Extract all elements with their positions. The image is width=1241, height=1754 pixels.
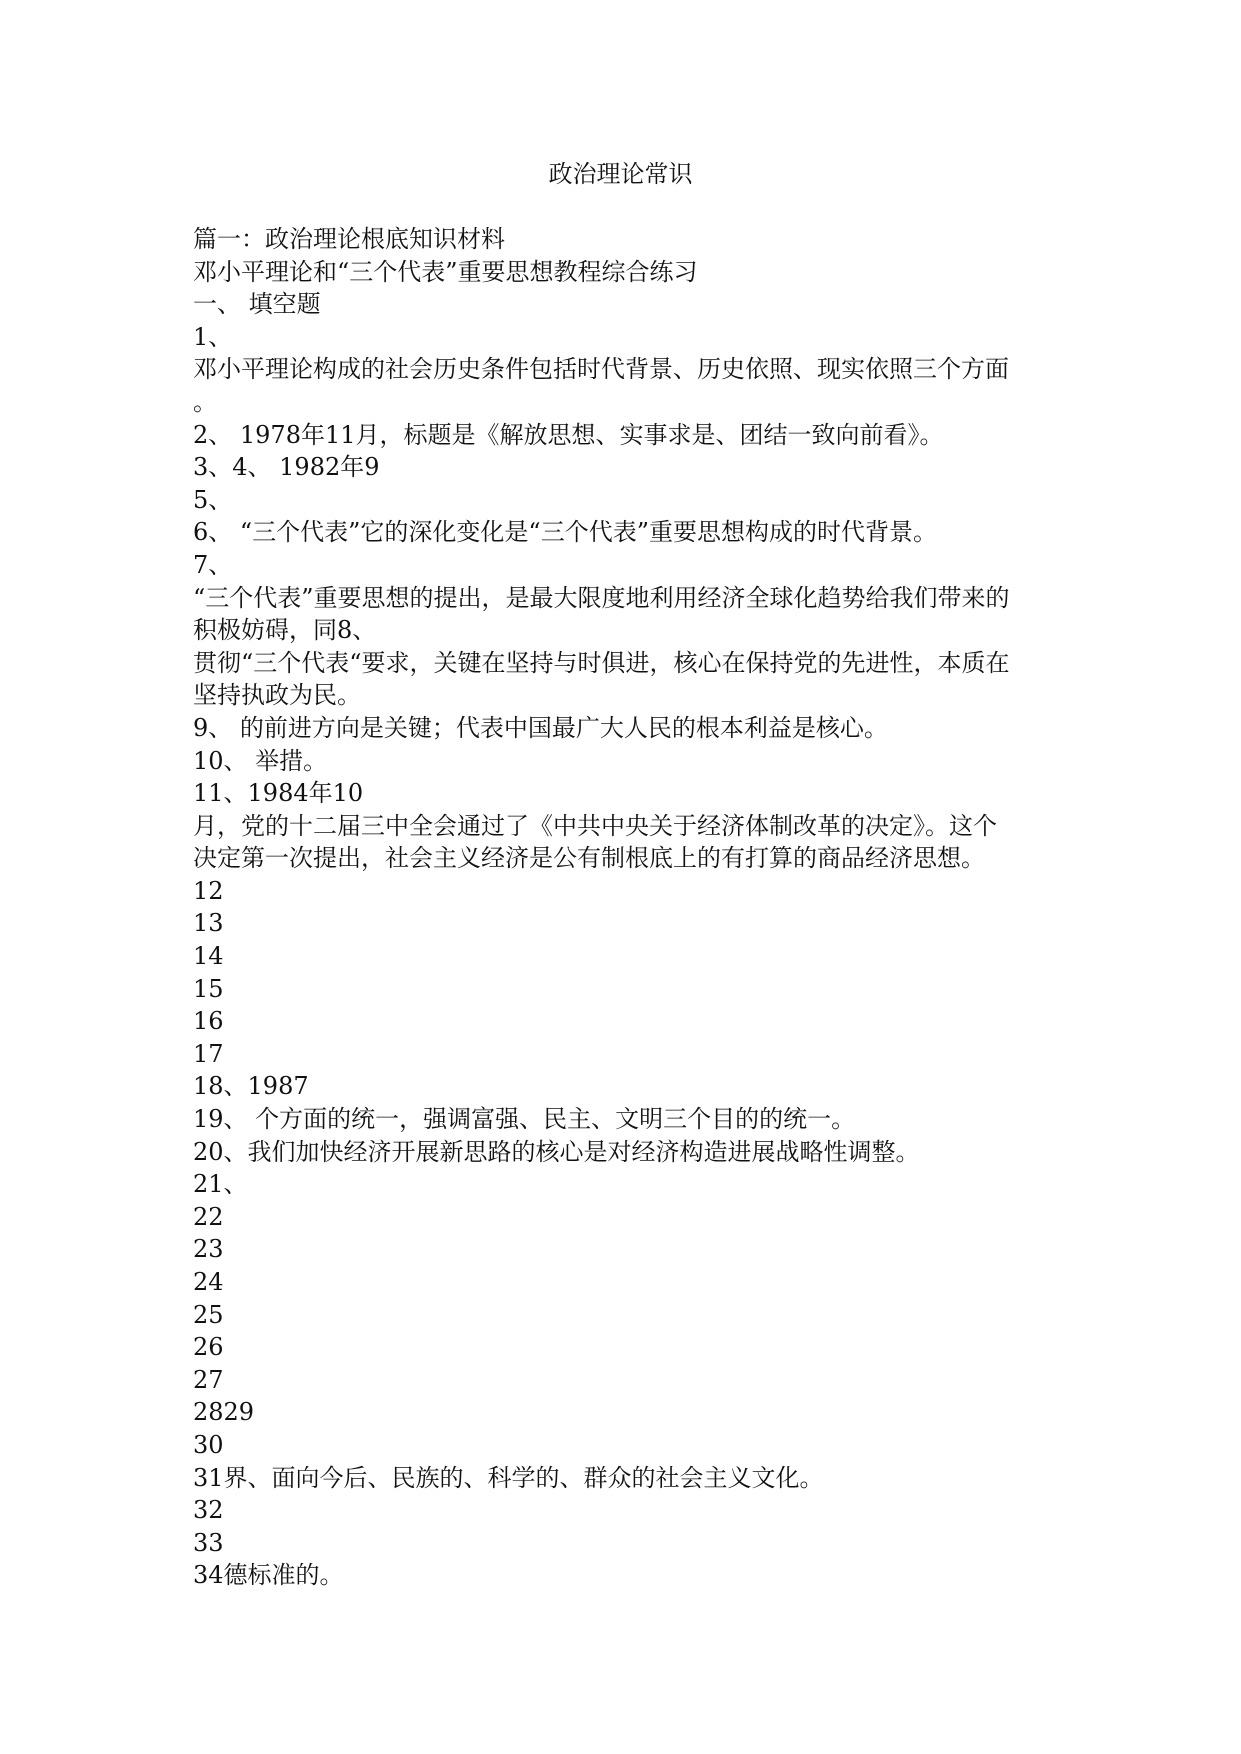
text-line: 19、 个方面的统一，强调富强、民主、文明三个目的的统一。 (193, 1105, 856, 1134)
text-line: 7、 (193, 550, 233, 579)
text-line: “三个代表”重要思想的提出，是最大限度地利用经济全球化趋势给我们带来的 (193, 583, 1010, 612)
text-line: 一、 填空题 (193, 290, 321, 319)
text-line: 33 (193, 1528, 224, 1557)
text-line: 贯彻“三个代表“要求，关键在坚持与时俱进，核心在保持党的先进性，本质在 (193, 648, 1010, 677)
text-line: 2829 (193, 1398, 255, 1427)
text-line: 14 (193, 942, 224, 971)
text-line: 10、 举措。 (193, 746, 328, 775)
text-line: 23 (193, 1235, 224, 1264)
text-line: 6、 “三个代表”它的深化变化是“三个代表”重要思想构成的时代背景。 (193, 518, 937, 547)
text-line: 34德标准的。 (193, 1561, 344, 1590)
text-line: 30 (193, 1430, 224, 1459)
text-line: 邓小平理论构成的社会历史条件包括时代背景、历史依照、现实依照三个方面 (193, 355, 1009, 384)
text-line: 积极妨碍，同8、 (193, 616, 377, 645)
text-line: 27 (193, 1365, 224, 1394)
text-line: 20、我们加快经济开展新思路的核心是对经济构造进展战略性调整。 (193, 1137, 920, 1166)
text-line: 18、1987 (193, 1072, 309, 1101)
text-line: 32 (193, 1496, 224, 1525)
text-line: 决定第一次提出，社会主义经济是公有制根底上的有打算的商品经济思想。 (193, 844, 985, 873)
text-line: 13 (193, 909, 224, 938)
text-line: 9、 的前进方向是关键；代表中国最广大人民的根本利益是核心。 (193, 713, 888, 742)
text-line: 15 (193, 974, 224, 1003)
text-line: 5、 (193, 485, 233, 514)
text-line: 24 (193, 1268, 224, 1296)
text-line: 月，党的十二届三中全会通过了《中共中央关于经济体制改革的决定》。这个 (193, 811, 997, 840)
text-line: 2、 1978年11月，标题是《解放思想、实事求是、团结一致向前看》。 (193, 420, 944, 449)
text-line: 22 (193, 1202, 224, 1231)
document-title: 政治理论常识 (548, 160, 693, 188)
text-line: 3、4、 1982年9 (193, 453, 380, 482)
text-line: 12 (193, 876, 224, 905)
document-body (193, 223, 1073, 1592)
text-line: 25 (193, 1300, 224, 1329)
text-line: 11、1984年10 (193, 779, 364, 808)
text-line: 16 (193, 1007, 224, 1036)
text-line: 邓小平理论和“三个代表”重要思想教程综合练习 (193, 257, 698, 286)
text-line: 坚持执政为民。 (193, 681, 361, 710)
text-line: 1、 (193, 322, 233, 351)
text-line: 26 (193, 1333, 224, 1362)
text-line: 17 (193, 1039, 224, 1068)
text-line: 篇一：政治理论根底知识材料 (193, 225, 505, 253)
text-line: 21、 (193, 1170, 248, 1199)
text-line: 。 (193, 387, 217, 416)
text-line: 31界、面向今后、民族的、科学的、群众的社会主义文化。 (193, 1463, 824, 1492)
